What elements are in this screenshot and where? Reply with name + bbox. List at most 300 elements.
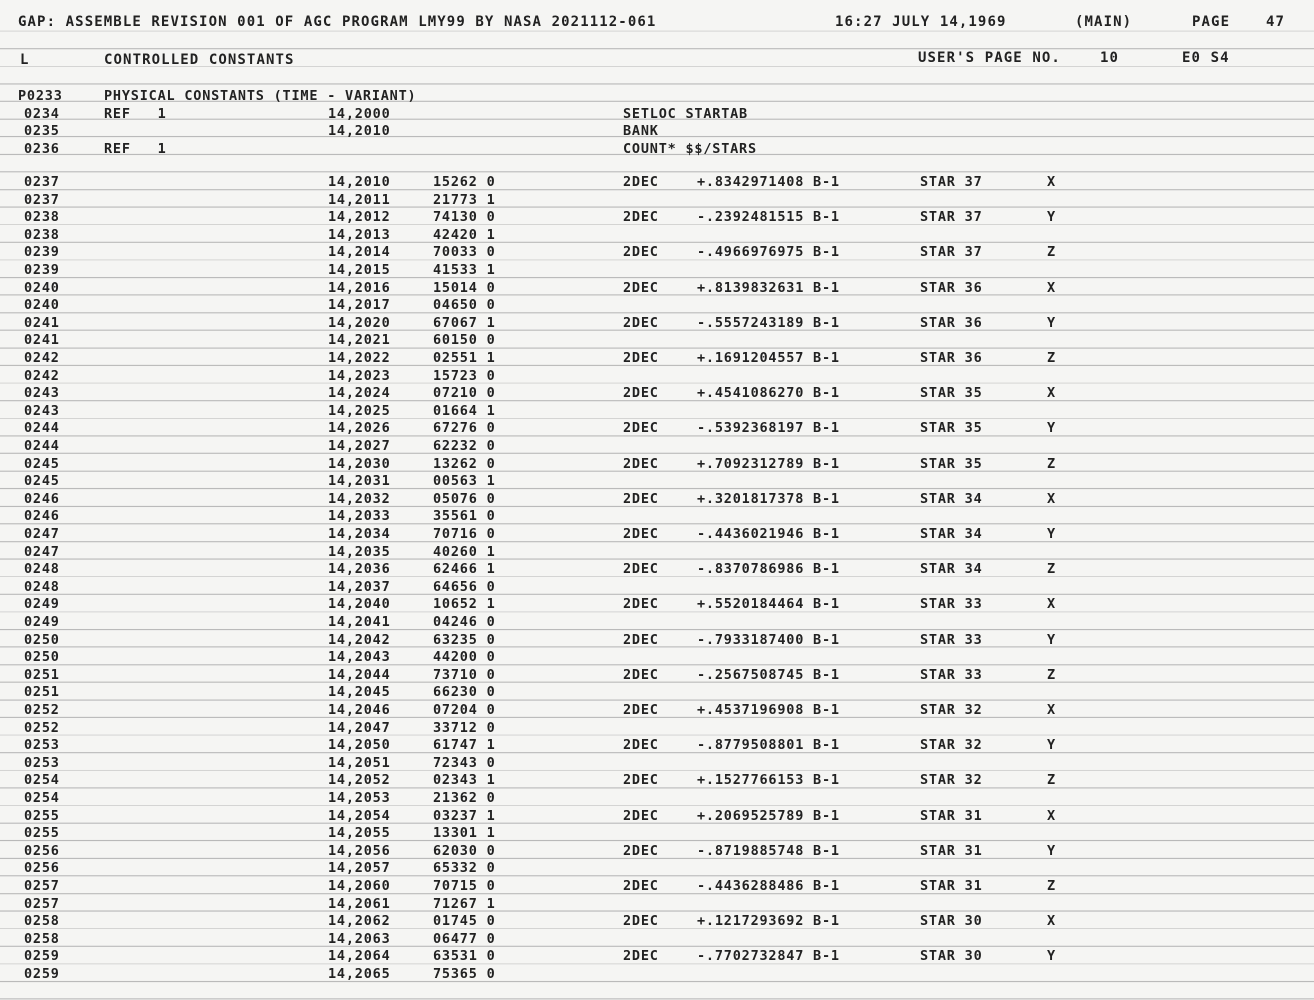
line-number: 0240 [24,297,60,314]
star-label: STAR 32 [920,737,983,754]
address: 14,2010 [328,174,391,190]
decimal-value: -.5392368197 B-1 [697,420,840,437]
table-row [0,209,1314,227]
address: 14,2012 [328,209,391,226]
axis-label: Z [1047,772,1056,789]
decimal-value: +.7092312789 B-1 [697,455,840,472]
star-label: STAR 30 [920,913,983,930]
address: 14,2035 [328,543,391,560]
octal-value: 07204 0 [433,702,496,718]
octal-value: 72343 0 [433,754,496,771]
address: 14,2022 [328,350,391,366]
line-number: 0247 [24,526,60,542]
address: 14,2024 [328,385,391,402]
table-row [0,385,1314,403]
octal-value: 04246 0 [433,614,496,630]
table-row [0,649,1314,667]
address: 14,2064 [328,948,391,965]
line-number: 0244 [24,438,60,454]
table-row [0,315,1314,333]
operation: 2DEC [623,209,659,226]
octal-value: 13262 0 [433,455,496,472]
address: 14,2050 [328,737,391,754]
address: 14,2033 [328,508,391,525]
address: 14,2060 [328,878,391,894]
address: 14,2023 [328,367,391,384]
line-operation: COUNT* $$/STARS [623,141,757,157]
axis-label: Y [1047,842,1056,859]
line-number: 0259 [24,948,60,965]
line-number: 0240 [24,279,60,296]
page-number: 47 [1266,14,1286,30]
decimal-value: +.4541086270 B-1 [697,385,840,402]
table-row [0,702,1314,720]
table-row [0,632,1314,650]
axis-label: Y [1047,420,1056,437]
octal-value: 71267 1 [433,895,496,912]
line-number: 0250 [24,649,60,666]
octal-value: 60150 0 [433,332,496,349]
address: 14,2053 [328,790,391,806]
table-row [0,297,1314,315]
star-label: STAR 37 [920,174,983,190]
axis-label: Y [1047,314,1056,331]
address: 14,2057 [328,860,391,877]
table-row [0,420,1314,438]
decimal-value: -.4436288486 B-1 [697,878,840,894]
line-number: 0257 [24,878,60,894]
address: 14,2017 [328,297,391,314]
line-number: 0252 [24,719,60,736]
operation: 2DEC [623,244,659,261]
decimal-value: -.7933187400 B-1 [697,631,840,648]
octal-value: 42420 1 [433,226,496,243]
address: 14,2046 [328,702,391,718]
line-number: 0242 [24,367,60,384]
line-number: 0255 [24,825,60,842]
table-row [0,332,1314,350]
listing-line [0,141,1314,159]
line-address: 14,2010 [328,123,391,139]
listing-code-l: L [20,52,30,68]
star-label: STAR 37 [920,244,983,261]
operation: 2DEC [623,561,659,578]
decimal-value: +.1691204557 B-1 [697,350,840,366]
address: 14,2032 [328,490,391,507]
table-row [0,737,1314,755]
table-row [0,579,1314,597]
decimal-value: -.5557243189 B-1 [697,314,840,331]
table-row [0,667,1314,685]
line-number: 0251 [24,666,60,683]
decimal-value: +.3201817378 B-1 [697,490,840,507]
octal-value: 62030 0 [433,842,496,859]
table-row [0,720,1314,738]
address: 14,2016 [328,279,391,296]
decimal-value: -.7702732847 B-1 [697,948,840,965]
operation: 2DEC [623,666,659,683]
octal-value: 74130 0 [433,209,496,226]
page-label: PAGE [1192,14,1231,30]
star-label: STAR 31 [920,807,983,824]
line-label: PHYSICAL CONSTANTS (TIME - VARIANT) [104,88,417,104]
table-row [0,931,1314,949]
line-number: 0234 [24,106,60,122]
address: 14,2051 [328,754,391,771]
table-row [0,772,1314,790]
table-row [0,684,1314,702]
decimal-value: -.2567508745 B-1 [697,666,840,683]
address: 14,2061 [328,895,391,912]
octal-value: 62466 1 [433,561,496,578]
address: 14,2044 [328,666,391,683]
line-number: 0243 [24,402,60,419]
line-number: 0248 [24,561,60,578]
table-row [0,948,1314,966]
assembly-title: GAP: ASSEMBLE REVISION 001 OF AGC PROGRAM LMY99 BY NASA 2021112-061 [18,14,657,30]
table-row [0,403,1314,421]
address: 14,2011 [328,191,391,208]
address: 14,2026 [328,420,391,437]
line-number: 0247 [24,543,60,560]
address: 14,2015 [328,262,391,278]
address: 14,2047 [328,719,391,736]
octal-value: 75365 0 [433,966,496,982]
star-label: STAR 34 [920,561,983,578]
octal-value: 41533 1 [433,262,496,278]
table-row [0,561,1314,579]
table-row [0,843,1314,861]
line-number: 0256 [24,842,60,859]
table-row [0,262,1314,280]
decimal-value: -.8370786986 B-1 [697,561,840,578]
star-label: STAR 33 [920,596,983,613]
line-number: 0248 [24,578,60,595]
axis-label: Z [1047,666,1056,683]
star-label: STAR 34 [920,526,983,542]
users-page-label: USER'S PAGE NO. [918,50,1061,66]
octal-value: 02343 1 [433,772,496,789]
operation: 2DEC [623,455,659,472]
axis-label: X [1047,385,1056,402]
address: 14,2056 [328,842,391,859]
users-page-number: 10 [1100,50,1120,66]
octal-value: 13301 1 [433,825,496,842]
axis-label: Y [1047,948,1056,965]
line-number: 0250 [24,631,60,648]
decimal-value: +.1527766153 B-1 [697,772,840,789]
axis-label: Y [1047,737,1056,754]
line-number: 0246 [24,490,60,507]
octal-value: 01745 0 [433,913,496,930]
table-row [0,350,1314,368]
line-number: 0239 [24,262,60,278]
operation: 2DEC [623,420,659,437]
listing-line [0,123,1314,141]
decimal-value: -.4436021946 B-1 [697,526,840,542]
decimal-value: +.1217293692 B-1 [697,913,840,930]
table-row [0,508,1314,526]
table-row [0,192,1314,210]
table-row [0,966,1314,984]
address: 14,2041 [328,614,391,630]
octal-value: 15262 0 [433,174,496,190]
line-number: 0243 [24,385,60,402]
star-label: STAR 32 [920,772,983,789]
decimal-value: +.2069525789 B-1 [697,807,840,824]
operation: 2DEC [623,807,659,824]
axis-label: X [1047,913,1056,930]
main-label: (MAIN) [1075,14,1133,30]
axis-label: X [1047,279,1056,296]
table-row [0,174,1314,192]
table-row [0,544,1314,562]
listing-line [0,88,1314,106]
operation: 2DEC [623,526,659,542]
octal-value: 07210 0 [433,385,496,402]
operation: 2DEC [623,737,659,754]
octal-value: 67067 1 [433,314,496,331]
axis-label: Z [1047,878,1056,894]
line-number: 0258 [24,930,60,947]
address: 14,2037 [328,578,391,595]
line-number: 0236 [24,141,60,157]
address: 14,2013 [328,226,391,243]
table-row [0,896,1314,914]
line-label: REF 1 [104,141,167,157]
star-label: STAR 31 [920,878,983,894]
address: 14,2027 [328,438,391,454]
eo-code: E0 S4 [1182,50,1230,66]
address: 14,2045 [328,684,391,701]
octal-value: 63531 0 [433,948,496,965]
star-label: STAR 36 [920,350,983,366]
line-number: 0235 [24,123,60,139]
star-label: STAR 33 [920,666,983,683]
octal-value: 01664 1 [433,402,496,419]
octal-value: 44200 0 [433,649,496,666]
address: 14,2034 [328,526,391,542]
address: 14,2025 [328,402,391,419]
line-number: 0249 [24,614,60,630]
star-label: STAR 31 [920,842,983,859]
operation: 2DEC [623,350,659,366]
axis-label: X [1047,174,1056,190]
octal-value: 61747 1 [433,737,496,754]
star-label: STAR 34 [920,490,983,507]
line-number: 0258 [24,913,60,930]
table-row [0,280,1314,298]
decimal-value: -.4966976975 B-1 [697,244,840,261]
octal-value: 40260 1 [433,543,496,560]
table-row [0,438,1314,456]
operation: 2DEC [623,279,659,296]
octal-value: 04650 0 [433,297,496,314]
address: 14,2042 [328,631,391,648]
axis-label: Z [1047,244,1056,261]
operation: 2DEC [623,631,659,648]
star-label: STAR 35 [920,455,983,472]
line-number: 0253 [24,754,60,771]
table-row [0,244,1314,262]
octal-value: 63235 0 [433,631,496,648]
star-label: STAR 35 [920,385,983,402]
address: 14,2030 [328,455,391,472]
axis-label: Y [1047,526,1056,542]
line-number: 0238 [24,226,60,243]
address: 14,2054 [328,807,391,824]
line-number: 0246 [24,508,60,525]
table-row [0,473,1314,491]
table-row [0,491,1314,509]
line-number: 0249 [24,596,60,613]
table-row [0,368,1314,386]
line-number: 0245 [24,455,60,472]
address: 14,2043 [328,649,391,666]
decimal-value: -.8719885748 B-1 [697,842,840,859]
address: 14,2063 [328,930,391,947]
line-operation: BANK [623,123,659,139]
star-label: STAR 36 [920,314,983,331]
line-number: 0259 [24,966,60,982]
table-row [0,755,1314,773]
octal-value: 10652 1 [433,596,496,613]
decimal-value: +.5520184464 B-1 [697,596,840,613]
axis-label: Y [1047,631,1056,648]
line-number: 0237 [24,191,60,208]
table-row [0,227,1314,245]
decimal-value: +.8342971408 B-1 [697,174,840,190]
star-label: STAR 37 [920,209,983,226]
octal-value: 66230 0 [433,684,496,701]
address: 14,2014 [328,244,391,261]
octal-value: 03237 1 [433,807,496,824]
octal-value: 05076 0 [433,490,496,507]
octal-value: 21773 1 [433,191,496,208]
operation: 2DEC [623,842,659,859]
octal-value: 02551 1 [433,350,496,366]
decimal-value: -.2392481515 B-1 [697,209,840,226]
operation: 2DEC [623,385,659,402]
octal-value: 35561 0 [433,508,496,525]
address: 14,2065 [328,966,391,982]
address: 14,2036 [328,561,391,578]
address: 14,2031 [328,473,391,490]
axis-label: Z [1047,455,1056,472]
line-number: 0237 [24,174,60,190]
table-row [0,790,1314,808]
octal-value: 15014 0 [433,279,496,296]
operation: 2DEC [623,490,659,507]
line-number: 0241 [24,314,60,331]
line-number: 0254 [24,772,60,789]
octal-value: 70033 0 [433,244,496,261]
table-row [0,913,1314,931]
octal-value: 73710 0 [433,666,496,683]
star-label: STAR 32 [920,702,983,718]
octal-value: 33712 0 [433,719,496,736]
axis-label: Z [1047,350,1056,366]
octal-value: 62232 0 [433,438,496,454]
address: 14,2040 [328,596,391,613]
listing-line [0,106,1314,124]
line-number: 0242 [24,350,60,366]
octal-value: 00563 1 [433,473,496,490]
operation: 2DEC [623,948,659,965]
line-number: 0245 [24,473,60,490]
star-label: STAR 33 [920,631,983,648]
line-number: 0256 [24,860,60,877]
axis-label: Z [1047,561,1056,578]
section-title: CONTROLLED CONSTANTS [104,52,295,68]
decimal-value: +.8139832631 B-1 [697,279,840,296]
star-label: STAR 35 [920,420,983,437]
table-row [0,526,1314,544]
octal-value: 67276 0 [433,420,496,437]
operation: 2DEC [623,913,659,930]
octal-value: 15723 0 [433,367,496,384]
octal-value: 64656 0 [433,578,496,595]
line-number: 0254 [24,790,60,806]
operation: 2DEC [623,702,659,718]
octal-value: 70716 0 [433,526,496,542]
line-label: REF 1 [104,106,167,122]
line-number: 0241 [24,332,60,349]
address: 14,2055 [328,825,391,842]
decimal-value: -.8779508801 B-1 [697,737,840,754]
line-number: P0233 [18,88,63,104]
star-label: STAR 36 [920,279,983,296]
line-number: 0251 [24,684,60,701]
axis-label: X [1047,807,1056,824]
line-number: 0244 [24,420,60,437]
line-number: 0253 [24,737,60,754]
line-address: 14,2000 [328,106,391,122]
operation: 2DEC [623,772,659,789]
line-number: 0255 [24,807,60,824]
operation: 2DEC [623,174,659,190]
line-number: 0239 [24,244,60,261]
decimal-value: +.4537196908 B-1 [697,702,840,718]
axis-label: X [1047,596,1056,613]
address: 14,2052 [328,772,391,789]
octal-value: 65332 0 [433,860,496,877]
table-row [0,614,1314,632]
address: 14,2062 [328,913,391,930]
octal-value: 06477 0 [433,930,496,947]
star-label: STAR 30 [920,948,983,965]
address: 14,2021 [328,332,391,349]
assembly-time: 16:27 JULY 14,1969 [835,14,1007,30]
address: 14,2020 [328,314,391,331]
line-number: 0252 [24,702,60,718]
operation: 2DEC [623,878,659,894]
axis-label: Y [1047,209,1056,226]
line-operation: SETLOC STARTAB [623,106,748,122]
operation: 2DEC [623,314,659,331]
axis-label: X [1047,490,1056,507]
table-row [0,808,1314,826]
octal-value: 70715 0 [433,878,496,894]
operation: 2DEC [623,596,659,613]
table-row [0,825,1314,843]
axis-label: X [1047,702,1056,718]
octal-value: 21362 0 [433,790,496,806]
table-row [0,456,1314,474]
table-row [0,596,1314,614]
line-number: 0257 [24,895,60,912]
table-row [0,860,1314,878]
